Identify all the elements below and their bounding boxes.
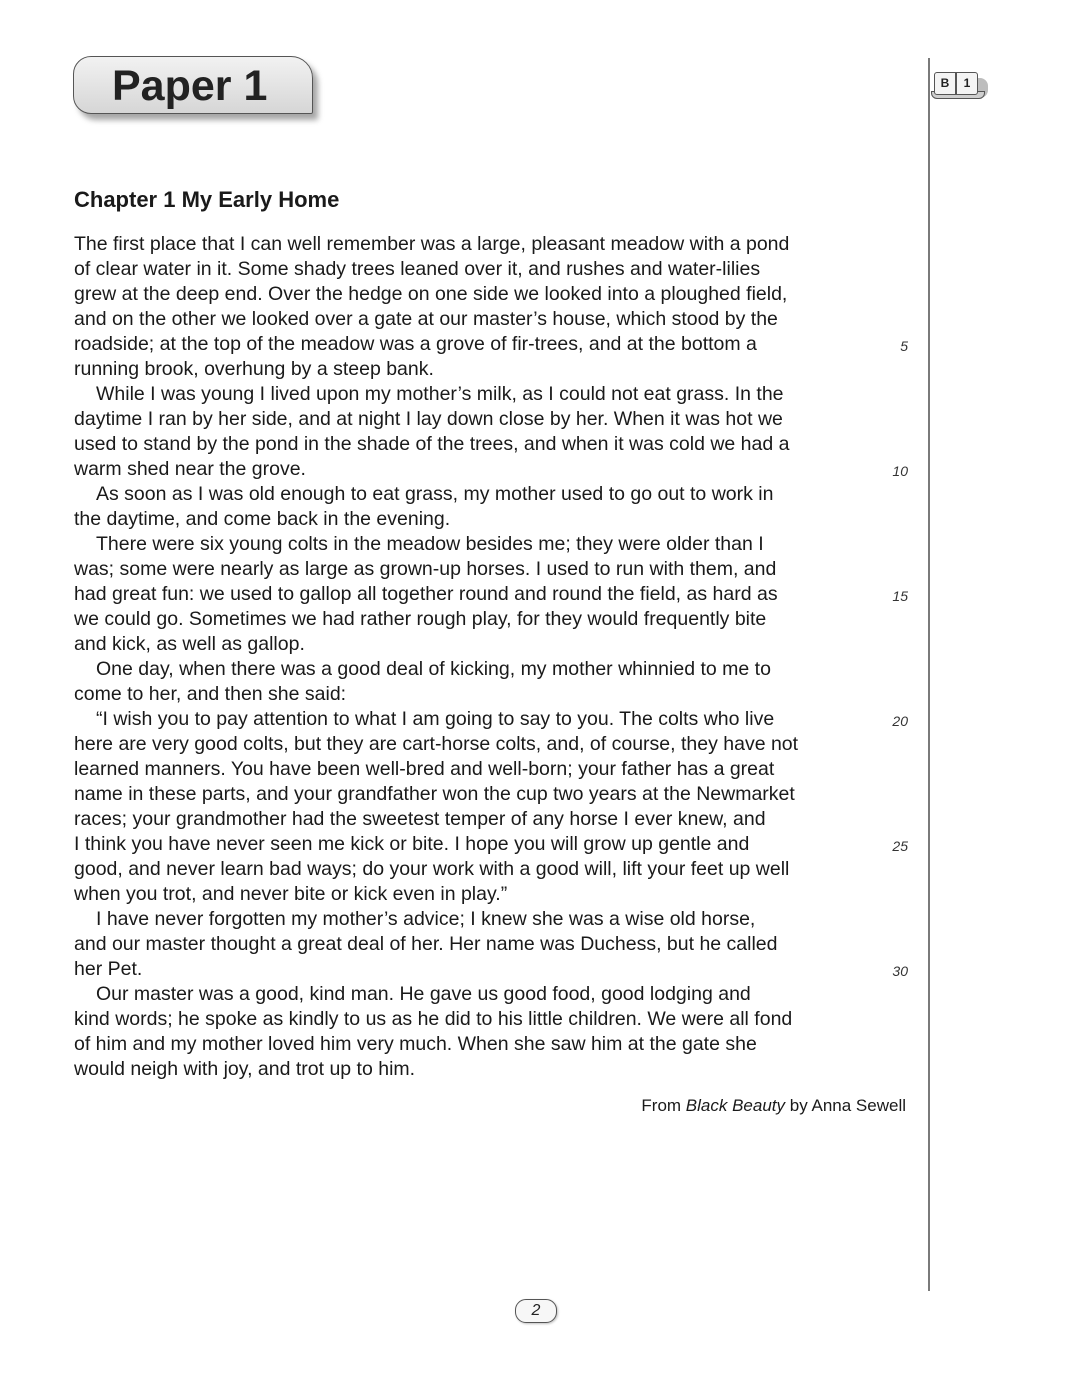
text-line: I have never forgotten my mother’s advice; I knew she was a wise old horse, (96, 908, 756, 930)
source-prefix: From (641, 1096, 686, 1115)
source-suffix: by Anna Sewell (785, 1096, 906, 1115)
text-line: I think you have never seen me kick or bite. I hope you will grow up gentle and (74, 833, 750, 855)
line-number: 10 (892, 463, 908, 479)
text-line: the daytime, and come back in the evening. (74, 508, 451, 530)
paper-title: Paper 1 (112, 62, 268, 110)
text-line: One day, when there was a good deal of kicking, my mother whinnied to me to (96, 658, 771, 680)
margin-rule (928, 58, 930, 1291)
text-line: here are very good colts, but they are cart-horse colts, and, of course, they have not (74, 733, 799, 755)
text-line: The first place that I can well remember was a large, pleasant meadow with a pond (74, 233, 790, 255)
text-line: Our master was a good, kind man. He gave us good food, good lodging and (96, 983, 751, 1005)
text-line: of clear water in it. Some shady trees leaned over it, and rushes and water-lilies (74, 258, 761, 280)
text-line: had great fun: we used to gallop all together round and round the field, as hard as (74, 583, 778, 605)
text-line: we could go. Sometimes we had rather rough play, for they would frequently bite (74, 608, 767, 630)
text-line: and our master thought a great deal of her. Her name was Duchess, but he called (74, 933, 778, 955)
line-number: 5 (900, 338, 908, 354)
text-line: warm shed near the grove. (74, 458, 306, 480)
text-line: used to stand by the pond in the shade of the trees, and when it was cold we had a (74, 433, 790, 455)
line-number: 20 (892, 713, 908, 729)
text-line: would neigh with joy, and trot up to him. (74, 1058, 416, 1080)
text-line: come to her, and then she said: (74, 683, 347, 705)
line-number: 15 (892, 588, 908, 604)
text-line: and kick, as well as gallop. (74, 633, 305, 655)
book-badge-right: 1 (956, 72, 978, 95)
text-line: name in these parts, and your grandfather won the cup two years at the Newmarket (74, 783, 795, 805)
text-line: and on the other we looked over a gate at our master’s house, which stood by the (74, 308, 778, 330)
text-line: roadside; at the top of the meadow was a grove of fir-trees, and at the bottom a (74, 333, 757, 355)
text-line: of him and my mother loved him very much. When she saw him at the gate she (74, 1033, 757, 1055)
text-line: races; your grandmother had the sweetest temper of any horse I ever knew, and (74, 808, 766, 830)
book-icon (931, 70, 989, 100)
paper-title-tab (73, 56, 313, 114)
text-line: “I wish you to pay attention to what I am going to say to you. The colts who live (96, 708, 775, 730)
source-title: Black Beauty (685, 1096, 786, 1115)
text-line: good, and never learn bad ways; do your work with a good will, lift your feet up well (74, 858, 790, 880)
line-number: 25 (892, 838, 908, 854)
source-attribution (641, 1095, 906, 1117)
text-line: was; some were nearly as large as grown-up horses. I used to run with them, and (74, 558, 777, 580)
text-line: While I was young I lived upon my mother’s milk, as I could not eat grass. In the (96, 383, 784, 405)
text-line: There were six young colts in the meadow besides me; they were older than I (96, 533, 764, 555)
text-line: grew at the deep end. Over the hedge on one side we looked into a ploughed field, (74, 283, 788, 305)
book-badge-left: B (934, 72, 956, 95)
text-line: As soon as I was old enough to eat grass, my mother used to go out to work in (96, 483, 774, 505)
text-line: running brook, overhung by a steep bank. (74, 358, 434, 380)
text-line: kind words; he spoke as kindly to us as he did to his little children. We were all fond (74, 1008, 793, 1030)
page-number: 2 (515, 1299, 557, 1323)
text-line: when you trot, and never bite or kick even in play.” (74, 883, 508, 905)
line-number: 30 (892, 963, 908, 979)
chapter-heading: Chapter 1 My Early Home (74, 187, 340, 212)
text-line: her Pet. (74, 958, 143, 980)
text-line: daytime I ran by her side, and at night I lay down close by her. When it was hot we (74, 408, 783, 430)
text-line: learned manners. You have been well-bred and well-born; your father has a great (74, 758, 775, 780)
